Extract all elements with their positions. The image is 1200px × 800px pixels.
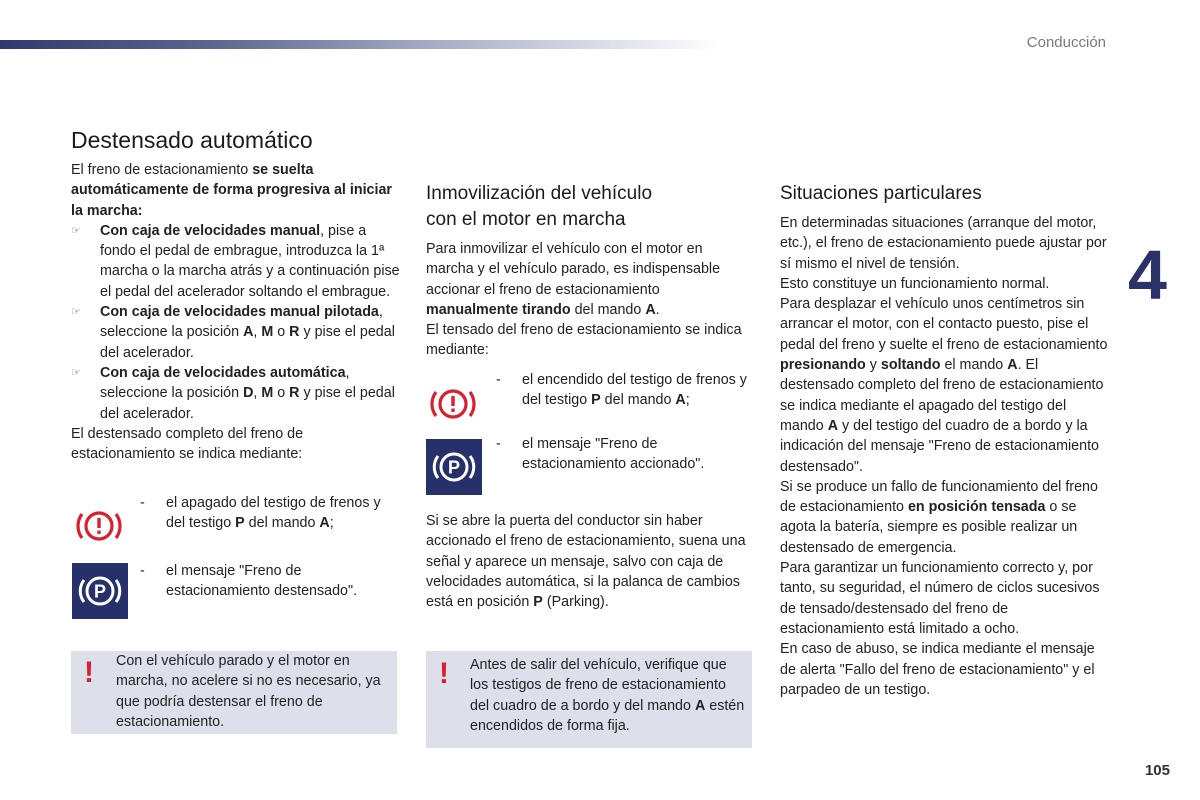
special-paragraph-6: En caso de abuso, se indica mediante el mensaje de alerta "Fallo del freno de estacionamiento" y el parpadeo de un testigo. [780, 641, 1095, 698]
parking-brake-icon [426, 439, 482, 495]
page-number: 105 [1144, 762, 1170, 779]
immobilisation-paragraph-2: El tensado del freno de estacionamiento se indica mediante: [426, 322, 742, 359]
apply-indicators [426, 370, 748, 500]
hand-pointer-icon: ☞ [71, 224, 81, 237]
apply-indicator-item-2: - el mensaje "Freno de estacionamiento accionado". [496, 436, 705, 473]
svg-text:P: P [93, 581, 107, 602]
note-box-leave-vehicle [426, 651, 752, 748]
note-box-release [71, 651, 397, 734]
column-immobilisation [426, 181, 748, 361]
bullet-piloted-gearbox: ☞ Con caja de velocidades manual pilotada, seleccione la posición A, M o R y pise el pedal del acelerador. [71, 304, 395, 361]
brake-warning-lamp [72, 498, 126, 554]
brake-warning-lamp [426, 376, 480, 432]
heading-immobilisation: Inmovilización del vehículo con el motor en marcha [426, 183, 653, 230]
special-paragraph-1: En determinadas situaciones (arranque del motor, etc.), el freno de estacionamiento puede ajustar por sí mismo el nivel de tensión. [780, 215, 1107, 272]
column-automatic-release [71, 160, 401, 464]
hand-pointer-icon: ☞ [71, 306, 81, 319]
svg-text:P: P [447, 457, 461, 478]
special-paragraph-3: Para desplazar el vehículo unos centímetros sin arrancar el motor, con el contacto puesto, pise el pedal del freno y suelte el freno de estacionamiento presionando y soltando el mando A. El destensado completo del freno de estacionamiento se indica mediante el apagado del testigo del mando A y del testigo del cuadro de a bordo y la indicación del mensaje "Freno de estacionamiento destensado". [780, 296, 1108, 475]
bullet-automatic-gearbox: ☞ Con caja de velocidades automática, seleccione la posición D, M o R y pise el pedal del acelerador. [71, 364, 395, 422]
intro-paragraph: El freno de estacionamiento se suelta automáticamente de forma progresiva al iniciar la marcha: [71, 162, 392, 219]
parking-brake-icon [72, 563, 128, 619]
release-indication-text: El destensado completo del freno de estacionamiento se indica mediante: [71, 425, 304, 463]
special-paragraph-5: Para garantizar un funcionamiento correcto y, por tanto, su seguridad, el número de ciclos sucesivos de tensado/destensado del freno de estacionamiento está limitado a ocho. [780, 560, 1100, 637]
chapter-number: 4 [1128, 236, 1167, 314]
brake-warning-icon [426, 376, 480, 432]
immobilisation-paragraph-1: Para inmovilizar el vehículo con el motor en marcha y el vehículo parado, es indispensable accionar el freno de estacionamiento manualmente tirando del mando A. [426, 241, 721, 318]
warning-exclamation-icon: ! [439, 657, 449, 690]
note-text: Con el vehículo parado y el motor en marcha, no acelere si no es necesario, ya que podría destensar el freno de estacionamiento. [116, 653, 381, 730]
special-paragraph-2: Esto constituye un funcionamiento normal. [780, 275, 1050, 292]
apply-indicator-item-1: - el encendido del testigo de frenos y del testigo P del mando A; [496, 372, 747, 409]
door-open-paragraph: Si se abre la puerta del conductor sin haber accionado el freno de estacionamiento, suena una señal y aparece un mensaje, salvo con caja de velocidades automática, si la palanca de cambios está en posición P (Parking). [426, 513, 746, 611]
header-gradient-bar [0, 40, 720, 49]
note-text: Antes de salir del vehículo, verifique que los testigos de freno de estacionamiento del cuadro de a bordo y del mando A estén encendidos de forma fija. [470, 657, 745, 734]
release-indicator-item-1: - el apagado del testigo de frenos y del testigo P del mando A; [140, 495, 381, 532]
section-title: Conducción [1026, 34, 1106, 51]
heading-automatic-release: Destensado automático [71, 127, 313, 153]
release-indicator-item-2: - el mensaje "Freno de estacionamiento destensado". [140, 563, 358, 600]
hand-pointer-icon: ☞ [71, 366, 81, 379]
warning-exclamation-icon: ! [84, 656, 94, 689]
bullet-manual-gearbox: ☞ Con caja de velocidades manual, pise a fondo el pedal de embrague, introduzca la 1ª marcha o la marcha atrás y a continuación pise el pedal del acelerador soltando el embrague. [71, 222, 400, 300]
brake-warning-icon [72, 498, 126, 554]
special-paragraph-4: Si se produce un fallo de funcionamiento del freno de estacionamiento en posición tensada o se agota la batería, siempre es posible realizar un destensado de emergencia. [780, 478, 1098, 556]
heading-special-situations: Situaciones particulares [780, 183, 982, 204]
column-special-situations [780, 181, 1110, 700]
